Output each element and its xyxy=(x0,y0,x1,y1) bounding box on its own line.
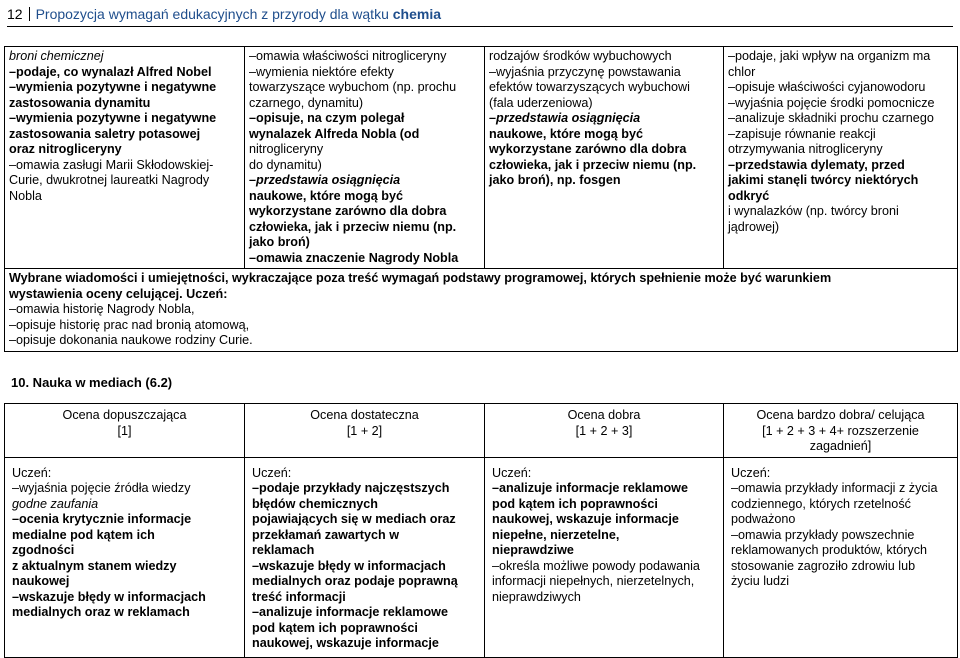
text-line: naukowej xyxy=(12,574,70,588)
text-line: stosowanie zagroziło zdrowiu lub xyxy=(731,558,916,573)
text-line: niepełne, nierzetelne, xyxy=(492,527,620,542)
text-line: rodzajów środków wybuchowych xyxy=(489,49,672,63)
text-line: –podaje przykłady najczęstszych xyxy=(252,481,450,495)
text-line: –wskazuje błędy w informacjach xyxy=(12,589,206,604)
text-line: jako broń), np. fosgen xyxy=(489,173,621,187)
text-line: do dynamitu) xyxy=(249,157,322,172)
text-line: treść informacji xyxy=(252,589,346,604)
text-line: pod kątem ich poprawności xyxy=(252,620,418,635)
header-separator xyxy=(29,7,30,21)
text-line: zgodności xyxy=(12,543,75,557)
text-line: Wybrane wiadomości i umiejętności, wykraczające poza treść wymagań podstawy programowej, których spełnienie może być warunkiem xyxy=(9,271,832,285)
text-line: Uczeń: xyxy=(252,465,292,480)
text-line: czarnego, dynamitu) xyxy=(249,95,364,110)
cell-grade-4 xyxy=(724,457,958,657)
text-line: wystawienia oceny celującej. Uczeń: xyxy=(9,286,228,301)
text-line: –opisuje, na czym polegał xyxy=(249,111,405,125)
text-line: –analizuje informacje reklamowe xyxy=(492,481,688,495)
text-line: i wynalazków (np. twórcy broni xyxy=(728,204,899,218)
text-line: nieprawdziwych xyxy=(492,589,581,604)
requirements-table-chemistry xyxy=(4,46,958,352)
text-line: –wymienia niektóre efekty xyxy=(249,64,394,79)
text-line: naukowe, które mogą być xyxy=(249,188,403,203)
text-line: –wymienia pozytywne i negatywne xyxy=(9,80,217,94)
text-line: towarzyszące wybuchom (np. prochu xyxy=(249,80,457,94)
cell-grade-3 xyxy=(485,457,724,657)
text-line: człowieka, jak i przeciw niemu (np. xyxy=(249,219,457,234)
requirements-table-media xyxy=(4,403,958,658)
text-line: –podaje, jaki wpływ na organizm ma xyxy=(728,49,931,63)
text-line: nieprawdziwe xyxy=(492,543,574,557)
cell-col2 xyxy=(245,47,485,269)
header-grade-3: Ocena dobra [1 + 2 + 3] xyxy=(485,404,724,458)
text-line: medialne pod kątem ich xyxy=(12,527,155,542)
text-line: pod kątem ich poprawności xyxy=(492,496,658,511)
text-line: jako broń) xyxy=(249,235,310,249)
text-line: –przedstawia osiągnięcia xyxy=(249,173,401,187)
text-line: wykorzystane zarówno dla dobra xyxy=(489,142,687,156)
text-line: –zapisuje równanie reakcji xyxy=(728,126,876,141)
text-line: informacji niepełnych, nierzetelnych, xyxy=(492,574,695,588)
text-line: –omawia historię Nagrody Nobla, xyxy=(9,302,195,316)
text-line: Uczeń: xyxy=(492,465,532,480)
page-number: 12 xyxy=(7,6,23,22)
cell-col1 xyxy=(5,47,245,269)
text-line: –przedstawia dylematy, przed xyxy=(728,157,905,172)
section-title: 10. Nauka w mediach (6.2) xyxy=(11,375,173,390)
cell-col4 xyxy=(724,47,958,269)
text-line: błędów chemicznych xyxy=(252,496,378,511)
text-line: chlor xyxy=(728,64,756,79)
header-title-highlight: chemia xyxy=(392,6,441,22)
text-line: –omawia właściwości nitrogliceryny xyxy=(249,49,447,63)
text-line: człowieka, jak i przeciw niemu (np. xyxy=(489,157,697,172)
header-grade-4: Ocena bardzo dobra/ celująca [1 + 2 + 3 + 4+ rozszerzenie zagadnień] xyxy=(724,404,958,458)
text-line: –wskazuje błędy w informacjach xyxy=(252,558,446,573)
text-line: –określa możliwe powody podawania xyxy=(492,558,700,573)
text-line: –opisuje właściwości cyjanowodoru xyxy=(728,80,926,94)
text-line: –przedstawia osiągnięcia xyxy=(489,111,641,125)
text-line: reklamach xyxy=(252,543,315,557)
text-line: broni chemicznej xyxy=(9,49,104,63)
text-line: –wyjaśnia pojęcie źródła wiedzy xyxy=(12,481,191,495)
text-line: –ocenia krytycznie informacje xyxy=(12,512,192,526)
header-grade-1: Ocena dopuszczająca [1] xyxy=(5,404,245,458)
text-line: Curie, dwukrotnej laureatki Nagrody xyxy=(9,173,210,187)
text-line: –omawia zasługi Marii Skłodowskiej- xyxy=(9,157,214,172)
text-line: godne zaufania xyxy=(12,496,99,511)
text-line: –analizuje informacje reklamowe xyxy=(252,605,448,619)
text-line: Nobla xyxy=(9,188,42,203)
header-grade-2: Ocena dostateczna [1 + 2] xyxy=(245,404,485,458)
text-line: pojawiających się w mediach oraz xyxy=(252,512,456,526)
cell-grade-1 xyxy=(5,457,245,657)
text-line: –wyjaśnia przyczynę powstawania xyxy=(489,64,681,79)
text-line: codziennego, których rzetelność xyxy=(731,496,911,511)
text-line: jądrowej) xyxy=(728,219,780,234)
text-line: wynalazek Alfreda Nobla (od xyxy=(249,126,420,141)
text-line: naukowe, które mogą być xyxy=(489,126,643,141)
text-line: –wymienia pozytywne i negatywne xyxy=(9,111,217,125)
text-line: Uczeń: xyxy=(12,465,52,480)
text-line: Uczeń: xyxy=(731,465,771,480)
text-line: przekłamań zawartych w xyxy=(252,527,399,542)
text-line: wykorzystane zarówno dla dobra xyxy=(249,204,447,218)
text-line: –omawia znaczenie Nagrody Nobla xyxy=(249,250,459,265)
text-line: (fala uderzeniowa) xyxy=(489,95,593,110)
text-line: życiu ludzi xyxy=(731,574,790,588)
cell-grade-2 xyxy=(245,457,485,657)
text-line: podważono xyxy=(731,512,796,526)
cell-extra-requirements xyxy=(5,269,958,352)
header-title: Propozycja wymagań edukacyjnych z przyrody dla wątku xyxy=(35,6,389,22)
text-line: medialnych oraz w reklamach xyxy=(12,605,190,619)
text-line: jakimi stanęli twórcy niektórych xyxy=(728,173,919,187)
text-line: –opisuje historię prac nad bronią atomową, xyxy=(9,317,250,332)
text-line: –podaje, co wynalazł Alfred Nobel xyxy=(9,64,212,79)
text-line: medialnych oraz podaje poprawną xyxy=(252,574,458,588)
text-line: zastosowania saletry potasowej xyxy=(9,126,201,141)
text-line: otrzymywania nitrogliceryny xyxy=(728,142,883,156)
text-line: naukowej, wskazuje informacje xyxy=(492,512,679,526)
page-header xyxy=(7,6,953,27)
text-line: oraz nitrogliceryny xyxy=(9,142,122,156)
cell-col3 xyxy=(485,47,724,269)
text-line: naukowej, wskazuje informacje xyxy=(252,636,439,650)
text-line: z aktualnym stanem wiedzy xyxy=(12,558,177,573)
text-line: –wyjaśnia pojęcie środki pomocnicze xyxy=(728,95,935,110)
text-line: –opisuje dokonania naukowe rodziny Curie. xyxy=(9,333,253,347)
text-line: nitrogliceryny xyxy=(249,142,324,156)
text-line: efektów towarzyszących wybuchowi xyxy=(489,80,690,94)
text-line: –omawia przykłady powszechnie xyxy=(731,527,915,542)
text-line: reklamowanych produktów, których xyxy=(731,543,927,557)
text-line: odkryć xyxy=(728,188,770,203)
text-line: –omawia przykłady informacji z życia xyxy=(731,481,938,495)
text-line: zastosowania dynamitu xyxy=(9,95,151,110)
text-line: –analizuje składniki prochu czarnego xyxy=(728,111,934,125)
